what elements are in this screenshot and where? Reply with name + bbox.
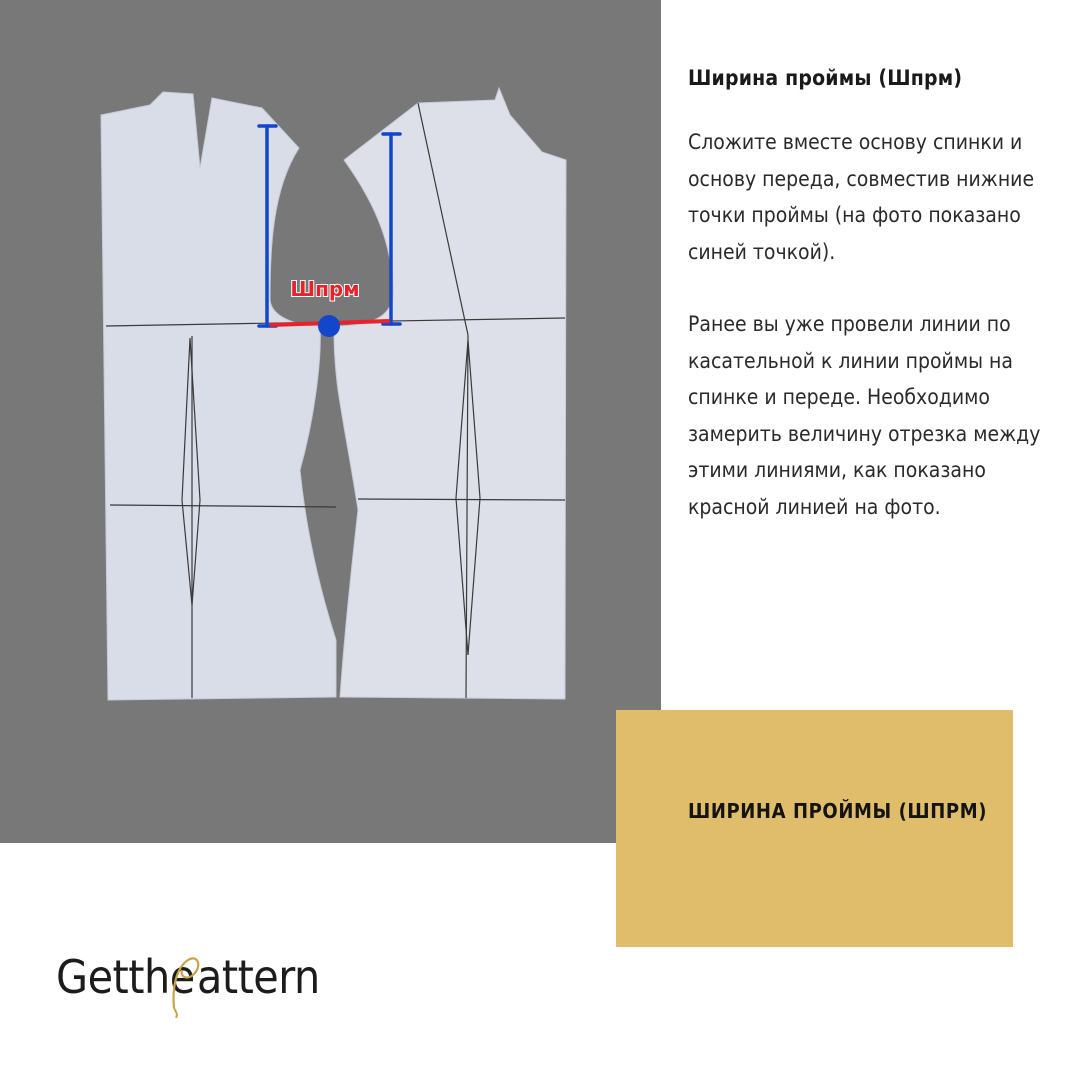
card-title: ШИРИНА ПРОЙМЫ (ШПРМ) xyxy=(688,799,988,823)
back-pattern-piece xyxy=(101,92,336,700)
measurement-label: Шпрм xyxy=(290,277,360,301)
armhole-point-dot xyxy=(318,315,340,337)
front-pattern-piece xyxy=(334,88,566,699)
pattern-photo xyxy=(0,0,661,843)
article-paragraph-2: Ранее вы уже провели линии по касательной к линии проймы на спинке и переде. Необходимо замерить величину отрезка между этими линиями, как показано красной линией на фото. xyxy=(688,312,1041,519)
article-text xyxy=(688,66,1048,561)
brand-logo xyxy=(56,948,320,1018)
logo-text-right: attern xyxy=(197,950,320,1004)
title-card xyxy=(616,710,1013,947)
logo-text-left: Getthe xyxy=(56,950,195,1004)
pattern-photo-drawing xyxy=(0,0,661,843)
article-paragraph-1: Сложите вместе основу спинки и основу переда, совместив нижние точки проймы (на фото показано синей точкой). xyxy=(688,130,1035,264)
article-heading: Ширина проймы (Шпрм) xyxy=(688,66,963,90)
